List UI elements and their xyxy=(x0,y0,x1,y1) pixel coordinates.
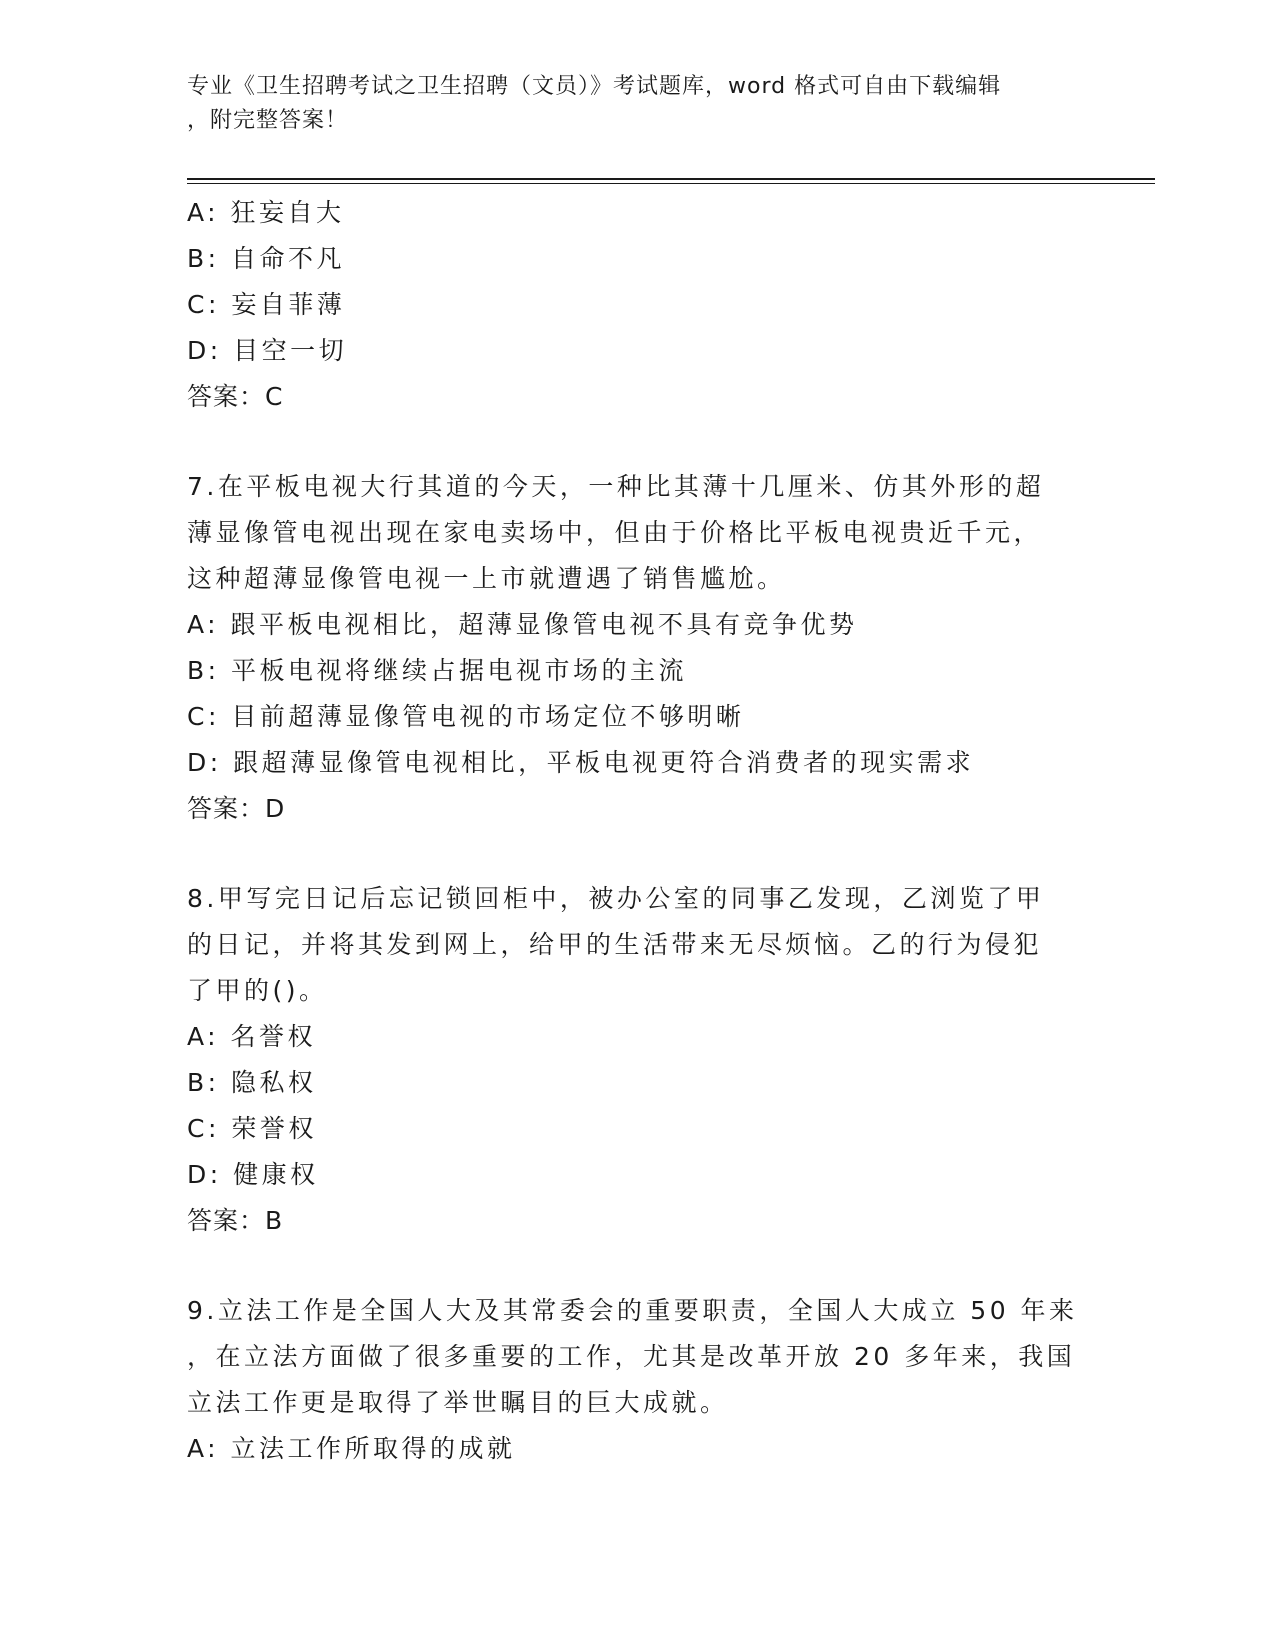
question-text-line: ，在立法方面做了很多重要的工作，尤其是改革开放 20 多年来，我国 xyxy=(187,1342,1076,1371)
option-c: C: 妄自菲薄 xyxy=(187,290,346,319)
option-b: B: 自命不凡 xyxy=(187,244,346,273)
question-text-line: 薄显像管电视出现在家电卖场中，但由于价格比平板电视贵近千元， xyxy=(187,518,1043,547)
answer: 答案：D xyxy=(187,794,286,823)
answer: 答案：B xyxy=(187,1206,284,1235)
document-header xyxy=(187,70,1087,138)
spacer xyxy=(187,832,1087,876)
question-7 xyxy=(187,464,1087,832)
option-b: B: 平板电视将继续占据电视市场的主流 xyxy=(187,656,688,685)
question-text-line: 这种超薄显像管电视一上市就遭遇了销售尴尬。 xyxy=(187,564,786,593)
question-text-line: 9.立法工作是全国人大及其常委会的重要职责，全国人大成立 50 年来 xyxy=(187,1296,1078,1325)
question-text-line: 8.甲写完日记后忘记锁回柜中，被办公室的同事乙发现，乙浏览了甲 xyxy=(187,884,1045,913)
question-text-line: 的日记，并将其发到网上，给甲的生活带来无尽烦恼。乙的行为侵犯 xyxy=(187,930,1043,959)
header-line-1: 专业《卫生招聘考试之卫生招聘（文员）》考试题库，word 格式可自由下载编辑 xyxy=(187,74,1002,99)
header-divider-thin xyxy=(187,183,1155,184)
spacer xyxy=(187,1244,1087,1288)
spacer xyxy=(187,420,1087,464)
option-d: D: 目空一切 xyxy=(187,336,348,365)
option-a: A: 跟平板电视相比，超薄显像管电视不具有竞争优势 xyxy=(187,610,858,639)
option-d: D: 健康权 xyxy=(187,1160,319,1189)
option-a: A: 狂妄自大 xyxy=(187,198,345,227)
option-d: D: 跟超薄显像管电视相比，平板电视更符合消费者的现实需求 xyxy=(187,748,975,777)
header-line-2: ，附完整答案！ xyxy=(187,108,349,133)
option-b: B: 隐私权 xyxy=(187,1068,317,1097)
option-c: C: 荣誉权 xyxy=(187,1114,317,1143)
question-text-line: 7.在平板电视大行其道的今天，一种比其薄十几厘米、仿其外形的超 xyxy=(187,472,1045,501)
question-8 xyxy=(187,876,1087,1244)
answer: 答案：C xyxy=(187,382,284,411)
question-6 xyxy=(187,190,1087,420)
question-list xyxy=(187,190,1087,1472)
header-divider-thick xyxy=(187,178,1155,180)
option-a: A: 立法工作所取得的成就 xyxy=(187,1434,516,1463)
question-text-line: 立法工作更是取得了举世瞩目的巨大成就。 xyxy=(187,1388,729,1417)
question-text-line: 了甲的()。 xyxy=(187,976,328,1005)
option-a: A: 名誉权 xyxy=(187,1022,317,1051)
option-c: C: 目前超薄显像管电视的市场定位不够明晰 xyxy=(187,702,745,731)
question-9 xyxy=(187,1288,1087,1472)
